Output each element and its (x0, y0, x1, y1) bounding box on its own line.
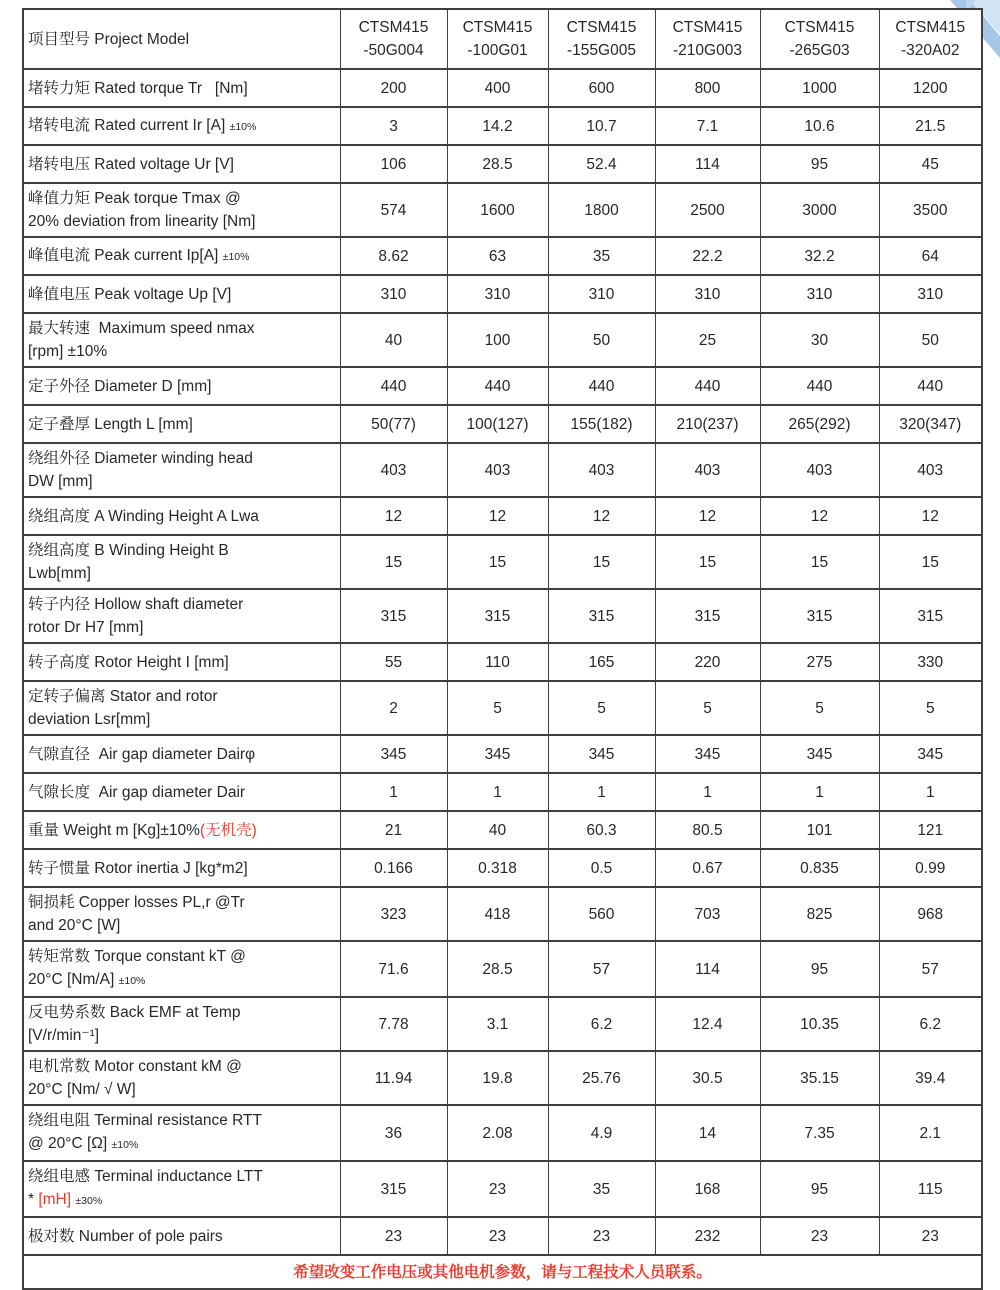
value-cell: 310 (548, 275, 655, 313)
table-row (23, 643, 982, 681)
value-cell: 0.318 (447, 849, 548, 887)
table-row (23, 1105, 982, 1161)
value-cell: 315 (548, 589, 655, 643)
value-cell: 21.5 (879, 107, 982, 145)
row-label: 气隙直径 Air gap diameter Dairφ (23, 735, 340, 773)
value-cell: 3000 (760, 183, 879, 237)
value-cell: 2500 (655, 183, 760, 237)
value-cell: 95 (760, 145, 879, 183)
table-row (23, 1217, 982, 1255)
value-cell: 310 (760, 275, 879, 313)
model-column-header: CTSM415 -320A02 (879, 9, 982, 69)
value-cell: 115 (879, 1161, 982, 1217)
value-cell: 560 (548, 887, 655, 941)
value-cell: 6.2 (548, 997, 655, 1051)
value-cell: 32.2 (760, 237, 879, 275)
value-cell: 1 (760, 773, 879, 811)
value-cell: 315 (447, 589, 548, 643)
value-cell: 345 (340, 735, 447, 773)
value-cell: 36 (340, 1105, 447, 1161)
value-cell: 800 (655, 69, 760, 107)
value-cell: 440 (447, 367, 548, 405)
table-row (23, 237, 982, 275)
value-cell: 40 (447, 811, 548, 849)
value-cell: 35 (548, 1161, 655, 1217)
footer-row (23, 1255, 982, 1289)
value-cell: 155(182) (548, 405, 655, 443)
value-cell: 14 (655, 1105, 760, 1161)
value-cell: 5 (447, 681, 548, 735)
value-cell: 15 (879, 535, 982, 589)
value-cell: 7.78 (340, 997, 447, 1051)
value-cell: 12 (655, 497, 760, 535)
value-cell: 5 (655, 681, 760, 735)
value-cell: 220 (655, 643, 760, 681)
value-cell: 403 (447, 443, 548, 497)
table-row (23, 773, 982, 811)
value-cell: 110 (447, 643, 548, 681)
value-cell: 440 (879, 367, 982, 405)
value-cell: 12 (879, 497, 982, 535)
value-cell: 1 (447, 773, 548, 811)
table-row (23, 589, 982, 643)
table-row (23, 849, 982, 887)
motor-spec-table (22, 8, 983, 1290)
row-label: 峰值电压 Peak voltage Up [V] (23, 275, 340, 313)
value-cell: 10.7 (548, 107, 655, 145)
value-cell: 14.2 (447, 107, 548, 145)
row-label: 气隙长度 Air gap diameter Dair (23, 773, 340, 811)
value-cell: 23 (447, 1217, 548, 1255)
value-cell: 3.1 (447, 997, 548, 1051)
row-label: 转子高度 Rotor Height I [mm] (23, 643, 340, 681)
value-cell: 80.5 (655, 811, 760, 849)
table-row (23, 183, 982, 237)
value-cell: 315 (340, 1161, 447, 1217)
table-row (23, 313, 982, 367)
table-row (23, 887, 982, 941)
value-cell: 1 (340, 773, 447, 811)
value-cell: 440 (655, 367, 760, 405)
value-cell: 1 (655, 773, 760, 811)
value-cell: 418 (447, 887, 548, 941)
value-cell: 28.5 (447, 941, 548, 997)
value-cell: 50 (879, 313, 982, 367)
value-cell: 95 (760, 941, 879, 997)
table-row (23, 1051, 982, 1105)
value-cell: 403 (760, 443, 879, 497)
table-row (23, 497, 982, 535)
model-column-header: CTSM415 -50G004 (340, 9, 447, 69)
row-label: 堵转力矩 Rated torque Tr [Nm] (23, 69, 340, 107)
row-label: 绕组高度 B Winding Height B Lwb[mm] (23, 535, 340, 589)
value-cell: 315 (655, 589, 760, 643)
value-cell: 35 (548, 237, 655, 275)
value-cell: 95 (760, 1161, 879, 1217)
value-cell: 1600 (447, 183, 548, 237)
value-cell: 2.08 (447, 1105, 548, 1161)
table-row (23, 275, 982, 313)
value-cell: 121 (879, 811, 982, 849)
value-cell: 275 (760, 643, 879, 681)
value-cell: 15 (447, 535, 548, 589)
value-cell: 403 (655, 443, 760, 497)
value-cell: 57 (548, 941, 655, 997)
value-cell: 825 (760, 887, 879, 941)
table-row (23, 681, 982, 735)
value-cell: 315 (340, 589, 447, 643)
value-cell: 11.94 (340, 1051, 447, 1105)
value-cell: 440 (760, 367, 879, 405)
value-cell: 1200 (879, 69, 982, 107)
value-cell: 30 (760, 313, 879, 367)
value-cell: 7.1 (655, 107, 760, 145)
value-cell: 968 (879, 887, 982, 941)
row-label: 电机常数 Motor constant kM @ 20°C [Nm/ √ W] (23, 1051, 340, 1105)
value-cell: 310 (447, 275, 548, 313)
value-cell: 5 (548, 681, 655, 735)
value-cell: 3500 (879, 183, 982, 237)
table-row (23, 107, 982, 145)
value-cell: 310 (340, 275, 447, 313)
row-label: 转矩常数 Torque constant kT @ 20°C [Nm/A] ±10% (23, 941, 340, 997)
value-cell: 15 (760, 535, 879, 589)
project-model-header: 项目型号 Project Model (23, 9, 340, 69)
value-cell: 168 (655, 1161, 760, 1217)
value-cell: 12.4 (655, 997, 760, 1051)
value-cell: 15 (655, 535, 760, 589)
value-cell: 210(237) (655, 405, 760, 443)
value-cell: 100(127) (447, 405, 548, 443)
value-cell: 23 (447, 1161, 548, 1217)
row-label: 铜损耗 Copper losses PL,r @Tr and 20°C [W] (23, 887, 340, 941)
value-cell: 403 (548, 443, 655, 497)
row-label: 定转子偏离 Stator and rotor deviation Lsr[mm] (23, 681, 340, 735)
value-cell: 22.2 (655, 237, 760, 275)
table-row (23, 997, 982, 1051)
value-cell: 440 (548, 367, 655, 405)
row-label: 转子内径 Hollow shaft diameter rotor Dr H7 [mm] (23, 589, 340, 643)
value-cell: 52.4 (548, 145, 655, 183)
value-cell: 50 (548, 313, 655, 367)
value-cell: 7.35 (760, 1105, 879, 1161)
value-cell: 5 (879, 681, 982, 735)
value-cell: 345 (879, 735, 982, 773)
value-cell: 330 (879, 643, 982, 681)
value-cell: 315 (879, 589, 982, 643)
value-cell: 345 (447, 735, 548, 773)
value-cell: 25 (655, 313, 760, 367)
model-column-header: CTSM415 -265G03 (760, 9, 879, 69)
value-cell: 45 (879, 145, 982, 183)
value-cell: 28.5 (447, 145, 548, 183)
value-cell: 63 (447, 237, 548, 275)
value-cell: 310 (655, 275, 760, 313)
value-cell: 6.2 (879, 997, 982, 1051)
value-cell: 60.3 (548, 811, 655, 849)
value-cell: 403 (879, 443, 982, 497)
value-cell: 10.35 (760, 997, 879, 1051)
table-row (23, 69, 982, 107)
row-label: 绕组电阻 Terminal resistance RTT @ 20°C [Ω] ±10% (23, 1105, 340, 1161)
value-cell: 114 (655, 941, 760, 997)
value-cell: 50(77) (340, 405, 447, 443)
table-row (23, 367, 982, 405)
row-label: 堵转电流 Rated current Ir [A] ±10% (23, 107, 340, 145)
value-cell: 12 (340, 497, 447, 535)
value-cell: 12 (548, 497, 655, 535)
table-row (23, 811, 982, 849)
value-cell: 345 (655, 735, 760, 773)
value-cell: 64 (879, 237, 982, 275)
value-cell: 2 (340, 681, 447, 735)
value-cell: 12 (447, 497, 548, 535)
value-cell: 30.5 (655, 1051, 760, 1105)
value-cell: 600 (548, 69, 655, 107)
value-cell: 39.4 (879, 1051, 982, 1105)
value-cell: 345 (548, 735, 655, 773)
table-row (23, 735, 982, 773)
value-cell: 440 (340, 367, 447, 405)
row-label: 定子外径 Diameter D [mm] (23, 367, 340, 405)
value-cell: 320(347) (879, 405, 982, 443)
value-cell: 3 (340, 107, 447, 145)
value-cell: 100 (447, 313, 548, 367)
row-label: 峰值电流 Peak current Ip[A] ±10% (23, 237, 340, 275)
value-cell: 35.15 (760, 1051, 879, 1105)
value-cell: 23 (760, 1217, 879, 1255)
value-cell: 265(292) (760, 405, 879, 443)
value-cell: 0.5 (548, 849, 655, 887)
value-cell: 0.166 (340, 849, 447, 887)
value-cell: 345 (760, 735, 879, 773)
value-cell: 315 (760, 589, 879, 643)
row-label: 极对数 Number of pole pairs (23, 1217, 340, 1255)
model-column-header: CTSM415 -100G01 (447, 9, 548, 69)
value-cell: 71.6 (340, 941, 447, 997)
table-row (23, 1161, 982, 1217)
model-column-header: CTSM415 -210G003 (655, 9, 760, 69)
value-cell: 114 (655, 145, 760, 183)
value-cell: 12 (760, 497, 879, 535)
row-label: 最大转速 Maximum speed nmax [rpm] ±10% (23, 313, 340, 367)
model-column-header: CTSM415 -155G005 (548, 9, 655, 69)
value-cell: 1000 (760, 69, 879, 107)
value-cell: 310 (879, 275, 982, 313)
row-label: 重量 Weight m [Kg]±10%(无机壳) (23, 811, 340, 849)
row-label: 绕组电感 Terminal inductance LTT * [mH] ±30% (23, 1161, 340, 1217)
table-row (23, 405, 982, 443)
value-cell: 15 (340, 535, 447, 589)
value-cell: 400 (447, 69, 548, 107)
row-label: 绕组高度 A Winding Height A Lwa (23, 497, 340, 535)
value-cell: 8.62 (340, 237, 447, 275)
value-cell: 1 (548, 773, 655, 811)
value-cell: 200 (340, 69, 447, 107)
value-cell: 0.67 (655, 849, 760, 887)
value-cell: 574 (340, 183, 447, 237)
value-cell: 2.1 (879, 1105, 982, 1161)
row-label: 反电势系数 Back EMF at Temp [V/r/min⁻¹] (23, 997, 340, 1051)
value-cell: 23 (340, 1217, 447, 1255)
value-cell: 55 (340, 643, 447, 681)
table-row (23, 443, 982, 497)
value-cell: 0.99 (879, 849, 982, 887)
row-label: 堵转电压 Rated voltage Ur [V] (23, 145, 340, 183)
value-cell: 10.6 (760, 107, 879, 145)
footer-note: 希望改变工作电压或其他电机参数，请与工程技术人员联系。 (23, 1255, 982, 1289)
value-cell: 4.9 (548, 1105, 655, 1161)
value-cell: 5 (760, 681, 879, 735)
value-cell: 0.835 (760, 849, 879, 887)
value-cell: 1800 (548, 183, 655, 237)
value-cell: 323 (340, 887, 447, 941)
value-cell: 19.8 (447, 1051, 548, 1105)
value-cell: 403 (340, 443, 447, 497)
value-cell: 23 (879, 1217, 982, 1255)
value-cell: 1 (879, 773, 982, 811)
value-cell: 232 (655, 1217, 760, 1255)
header-row (23, 9, 982, 69)
value-cell: 106 (340, 145, 447, 183)
value-cell: 165 (548, 643, 655, 681)
value-cell: 101 (760, 811, 879, 849)
value-cell: 23 (548, 1217, 655, 1255)
value-cell: 40 (340, 313, 447, 367)
row-label: 绕组外径 Diameter winding head DW [mm] (23, 443, 340, 497)
value-cell: 21 (340, 811, 447, 849)
value-cell: 703 (655, 887, 760, 941)
table-row (23, 145, 982, 183)
value-cell: 57 (879, 941, 982, 997)
row-label: 定子叠厚 Length L [mm] (23, 405, 340, 443)
row-label: 峰值力矩 Peak torque Tmax @ 20% deviation from linearity [Nm] (23, 183, 340, 237)
table-row (23, 535, 982, 589)
value-cell: 25.76 (548, 1051, 655, 1105)
row-label: 转子惯量 Rotor inertia J [kg*m2] (23, 849, 340, 887)
value-cell: 15 (548, 535, 655, 589)
table-row (23, 941, 982, 997)
